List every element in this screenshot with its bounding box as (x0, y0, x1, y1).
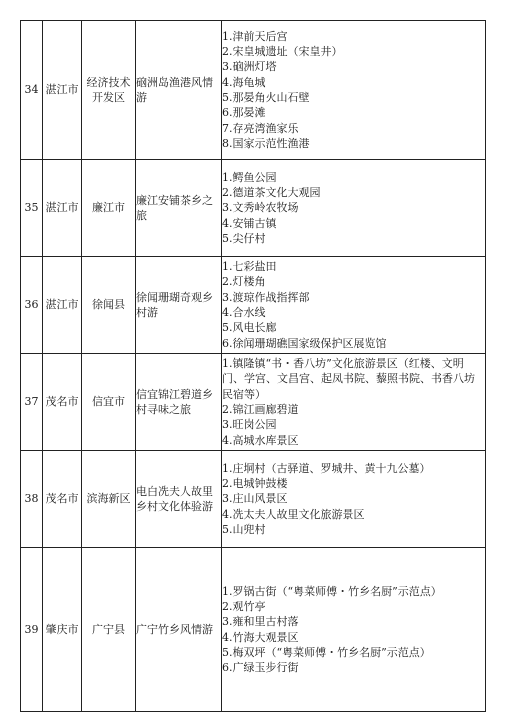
spot-item: 3.旺岗公园 (222, 418, 277, 432)
route-name-cell-text: 廉江安铺茶乡之旅 (136, 193, 213, 222)
table-row (21, 354, 486, 451)
table-row (21, 21, 486, 160)
spot-item: 6.那晏滩 (222, 106, 266, 120)
county-cell-text: 信宜市 (92, 395, 125, 409)
county-cell (82, 160, 136, 257)
spot-item: 1.七彩盐田 (222, 260, 277, 274)
table-row (21, 160, 486, 257)
route-name-cell-text: 硇洲岛渔港风情游 (136, 75, 213, 104)
spots-cell (222, 548, 486, 712)
row-number-text: 38 (24, 492, 39, 506)
county-cell (82, 548, 136, 712)
spot-item: 2.德道茶文化大观园 (222, 186, 321, 200)
spot-item: 5.风电长廊 (222, 321, 277, 335)
spot-item: 8.国家示范性渔港 (222, 136, 310, 150)
spot-item: 1.鳄鱼公园 (222, 170, 277, 184)
spot-item: 5.梅双坪（“粤菜师傅・竹乡名厨”示范点） (222, 645, 431, 659)
route-name-cell (136, 548, 222, 712)
county-cell (82, 21, 136, 160)
spot-item: 1.庄垌村（古驿道、罗城井、黄十九公墓） (222, 461, 431, 475)
spot-item: 5.那晏角火山石壁 (222, 91, 310, 104)
spot-item: 3.渡琼作战指挥部 (222, 290, 310, 304)
route-name-cell (136, 451, 222, 548)
city-cell (43, 548, 82, 712)
spot-item: 6.徐闻珊瑚礁国家级保护区展览馆 (222, 336, 387, 350)
spots-cell (222, 160, 486, 257)
row-number-text: 35 (24, 201, 39, 215)
city-cell-text: 肇庆市 (45, 622, 79, 636)
city-cell-text: 湛江市 (45, 298, 79, 312)
county-cell (82, 451, 136, 548)
county-cell-text: 经济技术开发区 (86, 75, 131, 104)
spot-item: 2.观竹亭 (222, 599, 266, 613)
row-number (21, 354, 43, 451)
spot-item: 4.冼太夫人故里文化旅游景区 (222, 507, 365, 521)
city-cell (43, 160, 82, 257)
spot-item: 1.津前天后宫 (222, 29, 288, 43)
route-name-cell-text: 电白冼夫人故里乡村文化体验游 (136, 484, 213, 513)
city-cell-text: 茂名市 (45, 395, 79, 409)
county-cell-text: 徐闻县 (92, 298, 125, 312)
spot-item: 3.硇洲灯塔 (222, 60, 277, 74)
row-number (21, 21, 43, 160)
route-name-cell-text: 广宁竹乡风情游 (136, 622, 213, 636)
county-cell-text: 广宁县 (92, 622, 125, 636)
city-cell (43, 21, 82, 160)
row-number-text: 39 (24, 622, 39, 636)
spot-item: 4.合水线 (222, 306, 266, 319)
spot-item: 4.海龟城 (222, 75, 266, 89)
route-name-cell (136, 21, 222, 160)
city-cell-text: 湛江市 (45, 201, 79, 215)
row-number (21, 160, 43, 257)
spot-item: 3.庄山风景区 (222, 492, 288, 506)
row-number (21, 257, 43, 354)
row-number-text: 34 (24, 83, 39, 97)
table-row (21, 451, 486, 548)
row-number-text: 36 (24, 298, 39, 312)
table-row (21, 548, 486, 712)
city-cell (43, 354, 82, 451)
route-name-cell-text: 徐闻珊瑚奇观乡村游 (136, 290, 213, 319)
spot-item: 3.文秀岭农牧场 (222, 201, 299, 215)
row-number (21, 451, 43, 548)
spot-item: 5.尖仔村 (222, 231, 266, 245)
spot-item: 2.电城钟鼓楼 (222, 477, 288, 491)
route-name-cell (136, 160, 222, 257)
city-cell (43, 451, 82, 548)
spots-cell (222, 354, 486, 451)
route-name-cell-text: 信宜锦江碧道乡村寻味之旅 (136, 387, 213, 416)
spot-item: 1.镇隆镇“书・香八坊”文化旅游景区（红楼、文明门、学宫、文昌宫、起凤书院、藜照书院、书香八坊民宿等） (222, 357, 475, 401)
route-name-cell (136, 257, 222, 354)
spot-item: 3.雍和里古村落 (222, 615, 299, 629)
spots-cell (222, 21, 486, 160)
county-cell (82, 257, 136, 354)
county-cell (82, 354, 136, 451)
spot-item: 2.宋皇城遗址（宋皇井） (222, 45, 343, 59)
spots-cell (222, 451, 486, 548)
city-cell (43, 257, 82, 354)
row-number (21, 548, 43, 712)
table-body (21, 21, 486, 712)
table-row (21, 257, 486, 354)
spot-item: 1.罗锅古街（“粤菜师傅・竹乡名厨”示范点） (222, 584, 442, 598)
spot-item: 7.存亮湾渔家乐 (222, 121, 299, 135)
route-name-cell (136, 354, 222, 451)
spot-item: 5.山兜村 (222, 522, 266, 536)
spot-item: 4.安铺古镇 (222, 216, 277, 230)
county-cell-text: 廉江市 (92, 201, 125, 215)
spot-item: 4.高城水库景区 (222, 433, 299, 447)
city-cell-text: 茂名市 (45, 492, 79, 506)
spot-item: 6.广绿玉步行街 (222, 661, 299, 675)
spot-item: 2.灯楼角 (222, 275, 266, 289)
rural-tourism-routes-table (20, 20, 486, 712)
spot-item: 2.锦江画廊碧道 (222, 403, 299, 416)
row-number-text: 37 (24, 395, 39, 409)
city-cell-text: 湛江市 (45, 83, 79, 97)
county-cell-text: 滨海新区 (86, 492, 131, 506)
spots-cell (222, 257, 486, 354)
spot-item: 4.竹海大观景区 (222, 630, 299, 644)
